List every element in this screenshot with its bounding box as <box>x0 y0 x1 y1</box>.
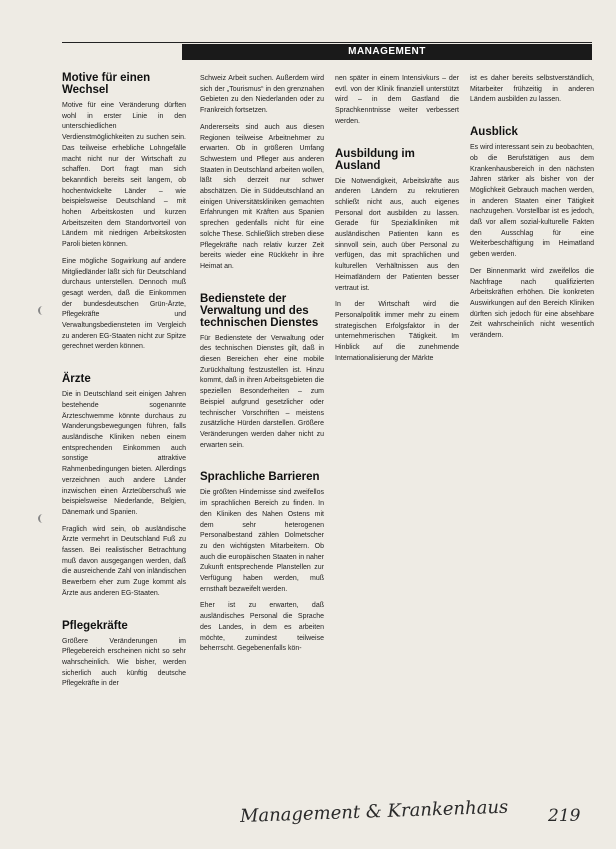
paragraph: Die in Deutschland seit einigen Jahren bestehende sogenannte Ärzteschwemme könnte durchaus zu Wanderungsbewegungen führen, falls ausländische Kliniken neben einem entsprechenden Einkommen auch sonstige attraktive Rahmenbedingungen bieten. Allerdings verzeichnen auch andere Länder inzwischen einen Ärzteüberschuß wie beispielsweise Niederlande, Belgien, Dänemark und Spanien. <box>62 391 186 516</box>
paragraph: Für Bedienstete der Verwaltung oder des technischen Dienstes gilt, daß in diesen Bereichen eher eine mobile Zurückhaltung festzustellen ist. Hinzu kommt, daß in ihren Arbeitsgebieten die speziellen Besonderheiten – zum Beispiel aufgrund gesetzlicher oder technischer Vorschriften – meistens zusätzliche Hürden darstellen. Größere Veränderungen werden daher nicht zu erwarten sein. <box>200 334 324 449</box>
heading-ausblick: Ausblick <box>470 126 518 139</box>
punch-hole-mark <box>38 514 47 523</box>
heading-aerzte: Ärzte <box>62 373 91 386</box>
top-rule <box>62 42 592 43</box>
handwritten-signature: Management & Krankenhaus <box>239 796 509 827</box>
article-column-1 <box>62 72 186 696</box>
paragraph: Die größten Hindernisse sind zweifellos im sprachlichen Bereich zu finden. In den Kliniken des Nahen Ostens mit dem sehr heterogenen Personalbestand zählen Dolmetscher zu den wichtigsten Mitarbeitern. Ob auch die europäischen Staaten in naher Zukunft entsprechende Planstellen zur Verfügung haben werden, muß ernsthaft bezweifelt werden. <box>200 489 324 593</box>
paragraph: nen später in einem Intensivkurs – der evtl. von der Klinik finanziell unterstützt wird – in dem Gastland die Sprachkenntnisse weiter verbessert werden. <box>335 75 459 125</box>
paragraph: Größere Veränderungen im Pflegebereich erscheinen nicht so sehr wahrscheinlich. Wie bisher, werden sicherlich auch künftig deutsche Pflegekräfte in der <box>62 637 186 688</box>
heading-motive: Motive für einen Wechsel <box>62 72 151 96</box>
paragraph: Es wird interessant sein zu beobachten, ob die Berufstätigen aus dem Krankenhausbereich in den nächsten Jahren stärker als bisher von der Möglichkeit Gebrauch machen werden, in anderen Staaten einer Tätigkeit nachzugehen. Vorstellbar ist es jedoch, daß vor allem sozial-kulturelle Fakten den Ausschlag für eine Weiterbeschäftigung im Heimatland geben werden. <box>470 144 594 259</box>
page-number: 219 <box>548 806 581 826</box>
paragraph: Eine mögliche Sogwirkung auf andere Mitgliedländer läßt sich für Deutschland durchaus unterstellen. Dennoch muß gesagt werden, daß die Einkommen der bundesdeutschen Grün-Ärzte, Pflegekräfte und Verwaltungsbediensteten im Vergleich zu anderen EG-Staaten nicht zur Spitze gerechnet werden können. <box>62 257 186 351</box>
article-column-2 <box>200 74 324 661</box>
article-column-4 <box>470 74 594 348</box>
paragraph: ist es daher bereits selbstverständlich, Mitarbeiter frühzeitig in anderen Ländern ausbilden zu lassen. <box>470 75 594 104</box>
article-column-3 <box>335 74 459 370</box>
paragraph: Eher ist zu erwarten, daß ausländisches Personal die Sprache des Landes, in dem es arbeiten möchte, zumindest teilweise beherrscht. Gegebenenfalls kön- <box>200 602 324 653</box>
paragraph: Schweiz Arbeit suchen. Außerdem wird sich der „Tourismus“ in den grenznahen Gebieten zu den Niederlanden oder zu Frankreich fortsetzen. <box>200 75 324 115</box>
paragraph: Motive für eine Veränderung dürften wohl in erster Linie in den unterschiedlichen Verdienstmöglichkeiten zu suchen sein. Das teilweise erhebliche Lohngefälle macht nicht nur der Wirtschaft zu schaffen. Dort fragt man sich bekanntlich bereits seit langem, ob hochentwickelte Länder – wie beispielsweise Deutschland – mit hohen Arbeitskosten und kurzen Arbeitszeiten dem Standortvorteil von Ländern mit niedrigen Arbeitskosten Paroli bieten können. <box>62 102 186 249</box>
heading-pflegekraefte: Pflegekräfte <box>62 619 128 632</box>
heading-sprachliche-barrieren: Sprachliche Barrieren <box>200 471 320 484</box>
section-banner: MANAGEMENT <box>182 44 592 60</box>
heading-bedienstete: Bedienstete der Verwaltung und des technischen Dienstes <box>200 292 319 329</box>
punch-hole-mark <box>38 306 47 315</box>
heading-ausbildung: Ausbildung im Ausland <box>335 147 415 172</box>
paragraph: Der Binnenmarkt wird zweifellos die Nachfrage nach qualifizierten Arbeitskräften erhöhen. Die konkreten Auswirkungen auf den Bereich Kliniken dürften sich jedoch für eine absehbare Zeit wahrscheinlich nicht wesentlich verändern. <box>470 267 594 340</box>
paragraph: Die Notwendigkeit, Arbeitskräfte aus anderen Ländern zu rekrutieren schließt nicht aus, auch eigenes Personal dort ausbilden zu lassen. Gerade für Spezialkliniken mit ausländischen Patienten kann es sinnvoll sein, auch über Personal zu verfügen, das mit sprachlichen und kulturellen Verhältnissen aus den Heimatländern der Patienten besser vertraut ist. <box>335 177 459 292</box>
paragraph: Andererseits sind auch aus diesen Regionen teilweise Arbeitnehmer zu erwarten. Ob in größeren Umfang Schwestern und Pfleger aus anderen Staaten in Deutschland arbeiten wollen, läßt sich derzeit nur schwer abschätzen. Die in Süddeutschland an einigen Universitätskliniken gemachten Erfahrungen mit Kräften aus Spanien sprechen gedenfalls nicht für eine solche These. Schließlich streben diese Pflegekräfte nach relativ kurzer Zeit bereits wieder eine Rückkehr in ihre Heimat an. <box>200 123 324 270</box>
paragraph: In der Wirtschaft wird die Personalpolitik immer mehr zu einem strategischen Erfolgsfaktor in der unternehmerischen Tätigkeit. Im Hinblick auf die zunehmende Internationalisierung der Märkte <box>335 301 459 362</box>
paragraph: Fraglich wird sein, ob ausländische Ärzte vermehrt in Deutschland Fuß zu fassen. Bei realistischer Betrachtung muß davon ausgegangen werden, daß die ausreichende Zahl von inländischen Bewerbern eher zum Zuge kommt als Ärzte aus anderen EG-Staaten. <box>62 525 186 597</box>
